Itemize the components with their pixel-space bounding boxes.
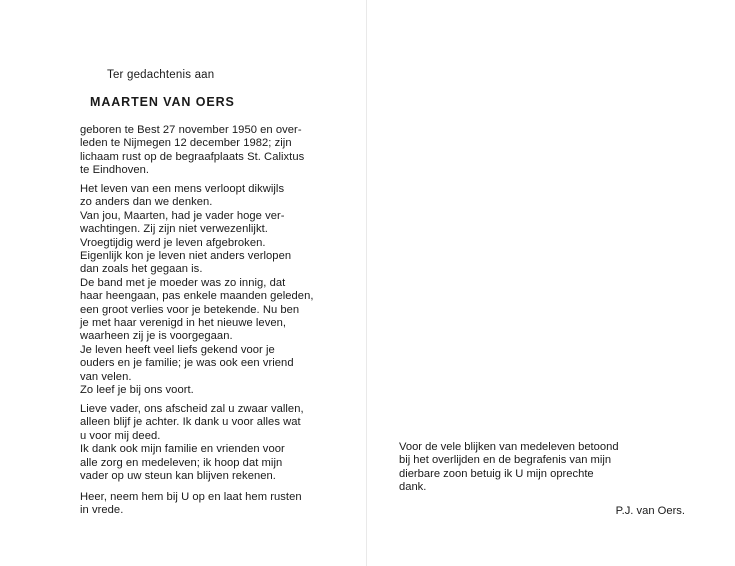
text-line: alleen blijf je achter. Ik dank u voor alles wat bbox=[80, 416, 301, 429]
text-line: Het leven van een mens verloopt dikwijls bbox=[80, 183, 285, 195]
text-line: dank. bbox=[399, 481, 427, 494]
text-line: Heer, neem hem bij U op en laat hem rusten bbox=[80, 491, 302, 503]
text-line: je met haar verenigd in het nieuwe leven, bbox=[80, 317, 287, 330]
farewell-paragraph bbox=[80, 403, 316, 483]
text-line: in vrede. bbox=[80, 504, 124, 517]
prayer-paragraph bbox=[80, 491, 316, 518]
text-line: dierbare zoon betuig ik U mijn oprechte bbox=[399, 467, 594, 480]
text-line: Van jou, Maarten, had je vader hoge ver- bbox=[80, 209, 285, 222]
text-line: Eigenlijk kon je leven niet anders verlopen bbox=[80, 250, 292, 263]
text-line: u voor mij deed. bbox=[80, 429, 161, 442]
text-line: vader op uw steun kan blijven rekenen. bbox=[80, 470, 276, 483]
left-panel bbox=[0, 0, 366, 566]
text-line: geboren te Best 27 november 1950 en over- bbox=[80, 124, 302, 136]
text-line: dan zoals het gegaan is. bbox=[80, 263, 203, 276]
text-line: Vroegtijdig werd je leven afgebroken. bbox=[80, 236, 266, 249]
text-line: leden te Nijmegen 12 december 1982; zijn bbox=[80, 137, 292, 150]
thanks-paragraph bbox=[399, 441, 685, 495]
text-line: Zo leef je bij ons voort. bbox=[80, 384, 194, 397]
born-paragraph bbox=[80, 124, 316, 178]
signature: P.J. van Oers. bbox=[615, 505, 685, 517]
text-line: haar heengaan, pas enkele maanden geleden, bbox=[80, 290, 314, 303]
text-line: Voor de vele blijken van medeleven betoond bbox=[399, 441, 619, 453]
deceased-name: MAARTEN VAN OERS bbox=[90, 95, 235, 109]
text-line: te Eindhoven. bbox=[80, 164, 150, 177]
text-line: Ik dank ook mijn familie en vrienden voor bbox=[80, 443, 285, 456]
text-line: ouders en je familie; je was ook een vriend bbox=[80, 357, 294, 370]
text-line: een groot verlies voor je betekende. Nu ben bbox=[80, 303, 300, 316]
text-line: zo anders dan we denken. bbox=[80, 196, 213, 209]
text-line: waarheen zij je is voorgegaan. bbox=[80, 330, 233, 343]
intro-text: Ter gedachtenis aan bbox=[107, 69, 215, 81]
text-line: lichaam rust op de begraafplaats St. Calixtus bbox=[80, 150, 305, 163]
text-line: alle zorg en medeleven; ik hoop dat mijn bbox=[80, 456, 283, 469]
text-line: wachtingen. Zij zijn niet verwezenlijkt. bbox=[80, 223, 268, 236]
text-line: Je leven heeft veel liefs gekend voor je bbox=[80, 343, 275, 356]
text-line: bij het overlijden en de begrafenis van mijn bbox=[399, 454, 612, 467]
text-line: De band met je moeder was zo innig, dat bbox=[80, 276, 286, 289]
text-line: Lieve vader, ons afscheid zal u zwaar vallen, bbox=[80, 403, 304, 415]
text-line: van velen. bbox=[80, 370, 132, 383]
life-paragraph bbox=[80, 183, 316, 398]
